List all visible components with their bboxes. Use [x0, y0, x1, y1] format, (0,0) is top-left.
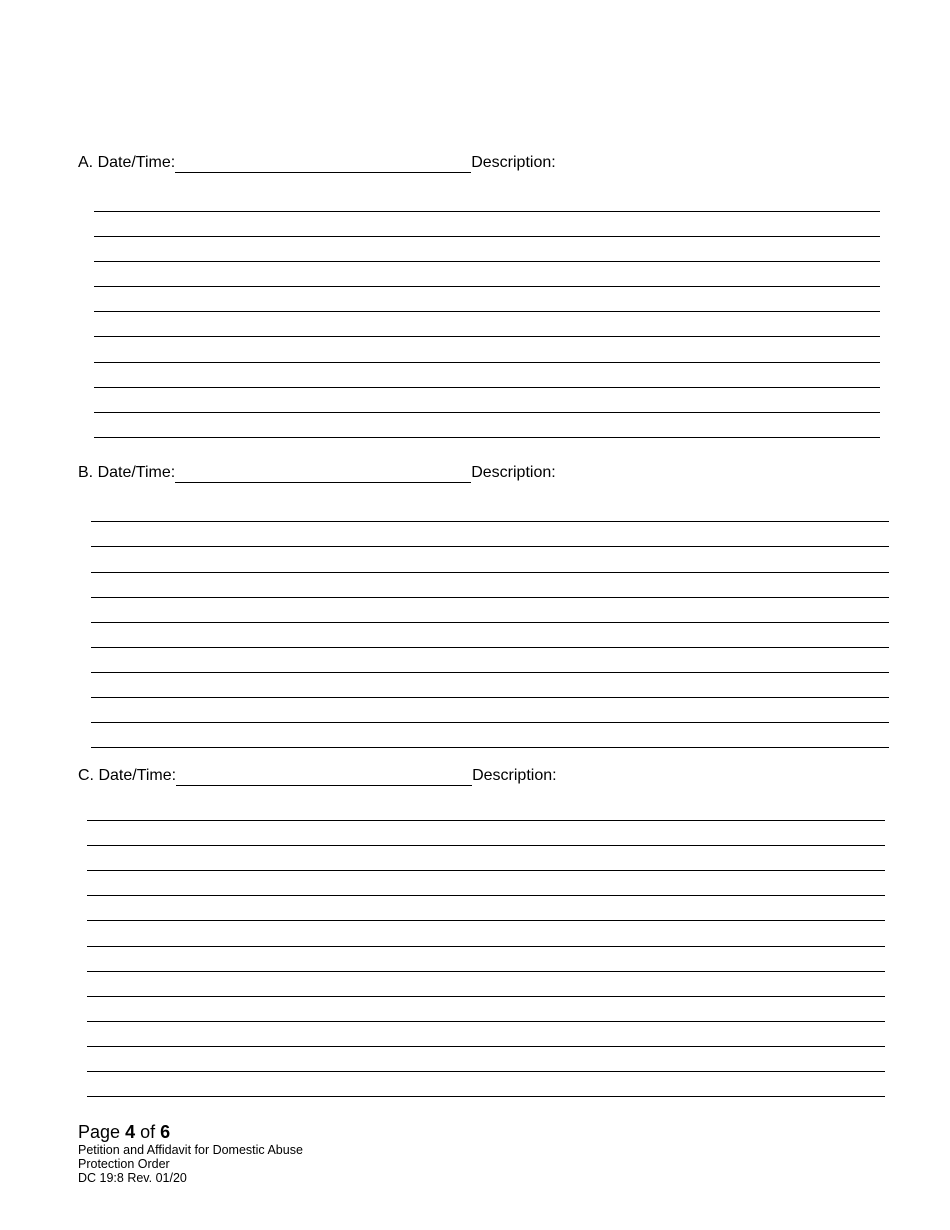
- section-c-line[interactable]: [87, 996, 885, 997]
- section-c-line[interactable]: [87, 820, 885, 821]
- section-c-date-field[interactable]: [176, 767, 472, 786]
- section-b-line[interactable]: [91, 597, 889, 598]
- section-a-line[interactable]: [94, 236, 880, 237]
- section-a-date-field[interactable]: [175, 154, 471, 173]
- section-a-line[interactable]: [94, 211, 880, 212]
- section-a-line[interactable]: [94, 362, 880, 363]
- section-a-line[interactable]: [94, 412, 880, 413]
- section-c-line[interactable]: [87, 946, 885, 947]
- section-c-header: [78, 766, 557, 786]
- section-b-line[interactable]: [91, 697, 889, 698]
- section-c-date-label: C. Date/Time:: [78, 767, 177, 784]
- section-c-line[interactable]: [87, 1096, 885, 1097]
- page-footer: [78, 1121, 303, 1185]
- section-a-line[interactable]: [94, 437, 880, 438]
- page-word: Page: [78, 1122, 121, 1142]
- section-a-line[interactable]: [94, 336, 880, 337]
- form-title-line-1: Petition and Affidavit for Domestic Abuse: [78, 1143, 303, 1157]
- section-a-line[interactable]: [94, 286, 880, 287]
- form-title-line-2: Protection Order: [78, 1157, 170, 1171]
- section-b-line[interactable]: [91, 722, 889, 723]
- section-a-line[interactable]: [94, 387, 880, 388]
- section-b-line[interactable]: [91, 521, 889, 522]
- section-a-description-label: Description:: [471, 154, 556, 171]
- section-a-header: [78, 153, 556, 173]
- page-current: 4: [125, 1122, 136, 1142]
- section-b-line[interactable]: [91, 647, 889, 648]
- section-b-date-field[interactable]: [175, 464, 471, 483]
- section-c-line[interactable]: [87, 920, 885, 921]
- section-c-line[interactable]: [87, 870, 885, 871]
- section-b-line[interactable]: [91, 747, 889, 748]
- section-b-line[interactable]: [91, 572, 889, 573]
- section-c-line[interactable]: [87, 895, 885, 896]
- page-total: 6: [160, 1122, 171, 1142]
- form-code: DC 19:8 Rev. 01/20: [78, 1171, 187, 1185]
- section-b-line[interactable]: [91, 672, 889, 673]
- section-c-line[interactable]: [87, 1021, 885, 1022]
- section-c-line[interactable]: [87, 971, 885, 972]
- section-a-line[interactable]: [94, 261, 880, 262]
- section-b-date-label: B. Date/Time:: [78, 464, 176, 481]
- section-a-line[interactable]: [94, 311, 880, 312]
- section-c-line[interactable]: [87, 1071, 885, 1072]
- section-b-header: [78, 463, 556, 483]
- section-c-description-label: Description:: [472, 767, 557, 784]
- section-c-line[interactable]: [87, 1046, 885, 1047]
- section-a-date-label: A. Date/Time:: [78, 154, 176, 171]
- page-number: [78, 1121, 303, 1143]
- of-word: of: [140, 1122, 156, 1142]
- section-c-line[interactable]: [87, 845, 885, 846]
- section-b-line[interactable]: [91, 622, 889, 623]
- section-b-description-label: Description:: [471, 464, 556, 481]
- section-b-line[interactable]: [91, 546, 889, 547]
